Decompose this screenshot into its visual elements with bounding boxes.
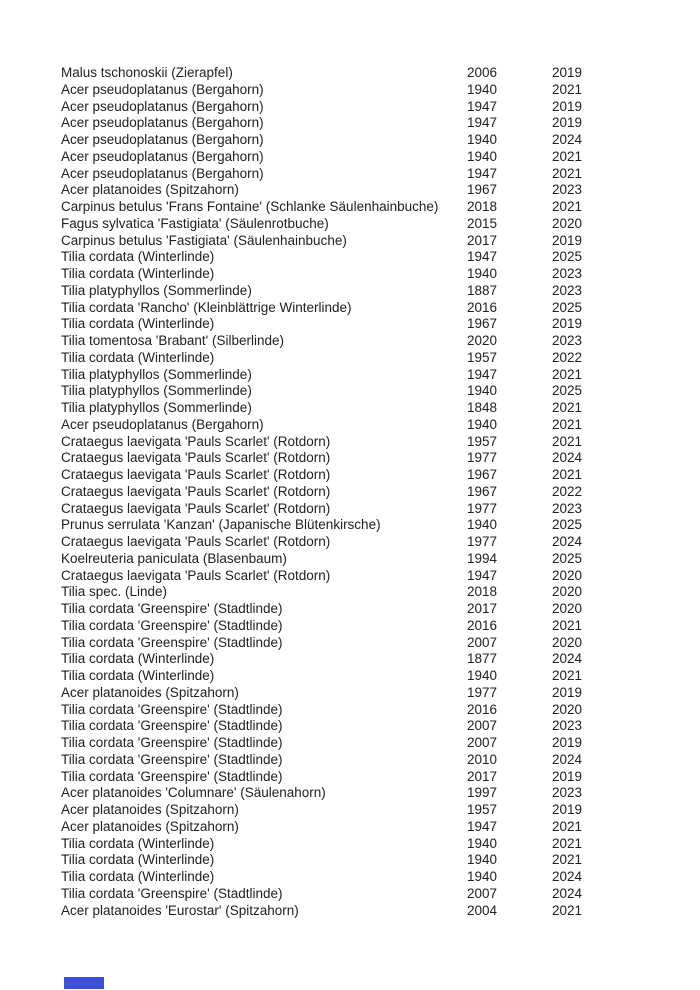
year-second-cell: 2020 [552,701,583,717]
year-first-cell: 2010 [467,751,498,767]
species-name-cell: Prunus serrulata 'Kanzan' (Japanische Blütenkirsche) [61,517,381,533]
species-name-cell: Crataegus laevigata 'Pauls Scarlet' (Rotdorn) [61,500,331,516]
year-second-cell: 2019 [552,115,583,131]
year-second-cell: 2024 [552,885,583,901]
species-name-cell: Acer platanoides 'Eurostar' (Spitzahorn) [61,902,299,918]
table-row [61,115,661,132]
species-name-cell: Tilia cordata (Winterlinde) [61,316,215,332]
table-row [61,752,661,769]
year-second-cell: 2021 [552,668,583,683]
year-first-cell: 1967 [467,467,498,482]
species-name-cell: Acer pseudoplatanus (Bergahorn) [61,148,264,164]
year-second-cell: 2020 [552,584,583,600]
species-name-cell: Tilia cordata 'Greenspire' (Stadtlinde) [61,701,283,717]
table-row [61,350,661,367]
year-first-cell: 2016 [467,299,498,315]
year-first-cell: 1947 [467,98,498,114]
table-row [61,132,661,149]
year-second-cell: 2024 [552,869,583,884]
species-name-cell: Crataegus laevigata 'Pauls Scarlet' (Rotdorn) [61,483,331,499]
species-name-cell: Acer platanoides (Spitzahorn) [61,818,239,834]
species-name-cell: Fagus sylvatica 'Fastigiata' (Säulenrotbuche) [61,215,329,231]
year-first-cell: 1967 [467,316,498,332]
year-second-cell: 2024 [552,651,583,667]
species-name-cell: Acer pseudoplatanus (Bergahorn) [61,81,264,97]
year-first-cell: 1947 [467,818,498,834]
species-name-cell: Tilia platyphyllos (Sommerlinde) [61,383,252,399]
year-first-cell: 1977 [467,450,498,466]
year-first-cell: 2006 [467,65,498,80]
species-name-cell: Malus tschonoskii (Zierapfel) [61,65,233,80]
year-second-cell: 2020 [552,601,583,616]
year-first-cell: 2015 [467,215,498,231]
table-row [61,601,661,618]
table-row [61,467,661,484]
year-first-cell: 1877 [467,651,498,667]
year-first-cell: 1967 [467,182,498,198]
species-name-cell: Acer platanoides (Spitzahorn) [61,802,239,817]
species-name-cell: Tilia cordata 'Greenspire' (Stadtlinde) [61,735,283,750]
year-first-cell: 1997 [467,785,498,801]
species-name-cell: Crataegus laevigata 'Pauls Scarlet' (Rotdorn) [61,467,331,482]
year-first-cell: 2017 [467,768,498,784]
species-name-cell: Tilia platyphyllos (Sommerlinde) [61,366,252,382]
year-second-cell: 2025 [552,299,583,315]
species-name-cell: Tilia platyphyllos (Sommerlinde) [61,400,252,415]
year-first-cell: 1977 [467,534,498,549]
year-first-cell: 2017 [467,232,498,248]
tree-species-table [61,65,661,919]
year-second-cell: 2024 [552,751,583,767]
year-second-cell: 2021 [552,416,583,432]
year-first-cell: 1940 [467,383,498,399]
year-second-cell: 2021 [552,366,583,382]
table-row [61,618,661,635]
table-row [61,568,661,585]
table-row [61,501,661,518]
table-row [61,367,661,384]
table-row [61,434,661,451]
year-second-cell: 2023 [552,500,583,516]
table-row [61,718,661,735]
year-second-cell: 2025 [552,249,583,265]
table-row [61,668,661,685]
year-second-cell: 2019 [552,684,583,700]
table-row [61,316,661,333]
table-row [61,182,661,199]
species-name-cell: Tilia cordata (Winterlinde) [61,852,215,868]
table-row [61,584,661,601]
species-name-cell: Tilia platyphyllos (Sommerlinde) [61,282,252,298]
species-name-cell: Acer platanoides (Spitzahorn) [61,182,239,198]
table-row [61,685,661,702]
year-second-cell: 2023 [552,266,583,281]
year-second-cell: 2025 [552,383,583,399]
species-name-cell: Tilia cordata 'Greenspire' (Stadtlinde) [61,634,283,650]
year-second-cell: 2021 [552,165,583,181]
table-row [61,400,661,417]
species-name-cell: Acer pseudoplatanus (Bergahorn) [61,98,264,114]
table-row [61,651,661,668]
year-second-cell: 2022 [552,483,583,499]
year-first-cell: 2007 [467,718,498,734]
table-row [61,166,661,183]
year-first-cell: 1940 [467,869,498,884]
year-second-cell: 2023 [552,182,583,198]
species-name-cell: Tilia cordata 'Greenspire' (Stadtlinde) [61,885,283,901]
year-second-cell: 2019 [552,316,583,332]
year-first-cell: 1947 [467,165,498,181]
year-second-cell: 2020 [552,567,583,583]
year-first-cell: 1977 [467,684,498,700]
year-first-cell: 1967 [467,483,498,499]
year-first-cell: 2004 [467,902,498,918]
species-name-cell: Crataegus laevigata 'Pauls Scarlet' (Rotdorn) [61,450,331,466]
species-name-cell: Koelreuteria paniculata (Blasenbaum) [61,550,287,566]
year-second-cell: 2023 [552,333,583,348]
year-second-cell: 2023 [552,282,583,298]
species-name-cell: Crataegus laevigata 'Pauls Scarlet' (Rotdorn) [61,433,331,449]
year-first-cell: 2016 [467,617,498,633]
year-second-cell: 2019 [552,802,583,817]
table-row [61,99,661,116]
species-name-cell: Crataegus laevigata 'Pauls Scarlet' (Rotdorn) [61,534,331,549]
year-first-cell: 2016 [467,701,498,717]
table-row [61,450,661,467]
year-second-cell: 2021 [552,400,583,415]
table-row [61,82,661,99]
table-row [61,852,661,869]
species-name-cell: Acer pseudoplatanus (Bergahorn) [61,416,264,432]
species-name-cell: Tilia cordata 'Rancho' (Kleinblättrige Winterlinde) [61,299,352,315]
year-first-cell: 1940 [467,81,498,97]
table-row [61,802,661,819]
species-name-cell: Crataegus laevigata 'Pauls Scarlet' (Rotdorn) [61,567,331,583]
year-first-cell: 2007 [467,634,498,650]
table-row [61,383,661,400]
table-row [61,233,661,250]
year-first-cell: 1947 [467,567,498,583]
species-name-cell: Tilia spec. (Linde) [61,584,168,600]
year-first-cell: 2018 [467,199,498,214]
table-row [61,886,661,903]
table-row [61,869,661,886]
table-row [61,819,661,836]
species-name-cell: Tilia tomentosa 'Brabant' (Silberlinde) [61,333,285,348]
year-first-cell: 1887 [467,282,498,298]
year-second-cell: 2019 [552,768,583,784]
year-first-cell: 1940 [467,852,498,868]
species-name-cell: Tilia cordata (Winterlinde) [61,668,215,683]
year-first-cell: 2020 [467,333,498,348]
year-first-cell: 1994 [467,550,498,566]
year-first-cell: 1947 [467,249,498,265]
year-second-cell: 2024 [552,132,583,147]
species-name-cell: Tilia cordata (Winterlinde) [61,869,215,884]
table-row [61,517,661,534]
year-second-cell: 2021 [552,818,583,834]
table-row [61,300,661,317]
species-name-cell: Carpinus betulus 'Frans Fontaine' (Schlanke Säulenhainbuche) [61,199,439,214]
species-name-cell: Acer platanoides 'Columnare' (Säulenahorn) [61,785,326,801]
year-first-cell: 1947 [467,366,498,382]
year-second-cell: 2021 [552,199,583,214]
year-second-cell: 2021 [552,467,583,482]
table-row [61,551,661,568]
footer-link-box[interactable] [64,977,104,989]
table-row [61,199,661,216]
year-second-cell: 2019 [552,735,583,750]
year-second-cell: 2019 [552,65,583,80]
year-first-cell: 2017 [467,601,498,616]
year-second-cell: 2024 [552,534,583,549]
table-row [61,417,661,434]
year-first-cell: 1940 [467,668,498,683]
year-second-cell: 2021 [552,835,583,851]
table-row [61,635,661,652]
year-second-cell: 2020 [552,215,583,231]
year-first-cell: 1957 [467,349,498,365]
species-name-cell: Tilia cordata (Winterlinde) [61,266,215,281]
species-name-cell: Tilia cordata (Winterlinde) [61,249,215,265]
year-second-cell: 2024 [552,450,583,466]
year-second-cell: 2020 [552,634,583,650]
table-row [61,484,661,501]
table-row [61,266,661,283]
year-second-cell: 2019 [552,232,583,248]
table-row [61,785,661,802]
table-row [61,216,661,233]
year-second-cell: 2025 [552,517,583,533]
year-first-cell: 2018 [467,584,498,600]
table-row [61,534,661,551]
year-first-cell: 1940 [467,132,498,147]
year-first-cell: 1940 [467,266,498,281]
year-first-cell: 1947 [467,115,498,131]
table-row [61,249,661,266]
year-first-cell: 1977 [467,500,498,516]
table-row [61,149,661,166]
species-name-cell: Tilia cordata 'Greenspire' (Stadtlinde) [61,601,283,616]
year-second-cell: 2021 [552,148,583,164]
table-row [61,333,661,350]
table-row [61,65,661,82]
species-name-cell: Tilia cordata 'Greenspire' (Stadtlinde) [61,751,283,767]
species-name-cell: Tilia cordata 'Greenspire' (Stadtlinde) [61,617,283,633]
year-second-cell: 2021 [552,81,583,97]
year-second-cell: 2025 [552,550,583,566]
species-name-cell: Tilia cordata (Winterlinde) [61,835,215,851]
table-row [61,283,661,300]
year-second-cell: 2021 [552,433,583,449]
species-name-cell: Acer pseudoplatanus (Bergahorn) [61,132,264,147]
species-name-cell: Acer pseudoplatanus (Bergahorn) [61,165,264,181]
year-first-cell: 2007 [467,735,498,750]
year-second-cell: 2023 [552,718,583,734]
table-row [61,702,661,719]
year-first-cell: 1940 [467,517,498,533]
year-first-cell: 1957 [467,433,498,449]
species-name-cell: Tilia cordata 'Greenspire' (Stadtlinde) [61,768,283,784]
year-first-cell: 1848 [467,400,498,415]
species-name-cell: Tilia cordata (Winterlinde) [61,349,215,365]
year-first-cell: 1957 [467,802,498,817]
year-second-cell: 2021 [552,902,583,918]
year-second-cell: 2022 [552,349,583,365]
year-second-cell: 2021 [552,852,583,868]
year-second-cell: 2023 [552,785,583,801]
table-row [61,836,661,853]
year-second-cell: 2019 [552,98,583,114]
species-name-cell: Tilia cordata (Winterlinde) [61,651,215,667]
table-row [61,735,661,752]
table-row [61,769,661,786]
year-first-cell: 2007 [467,885,498,901]
species-name-cell: Tilia cordata 'Greenspire' (Stadtlinde) [61,718,283,734]
year-first-cell: 1940 [467,835,498,851]
species-name-cell: Acer pseudoplatanus (Bergahorn) [61,115,264,131]
species-name-cell: Acer platanoides (Spitzahorn) [61,684,239,700]
species-name-cell: Carpinus betulus 'Fastigiata' (Säulenhainbuche) [61,232,347,248]
year-first-cell: 1940 [467,416,498,432]
year-first-cell: 1940 [467,148,498,164]
table-row [61,903,661,920]
year-second-cell: 2021 [552,617,583,633]
